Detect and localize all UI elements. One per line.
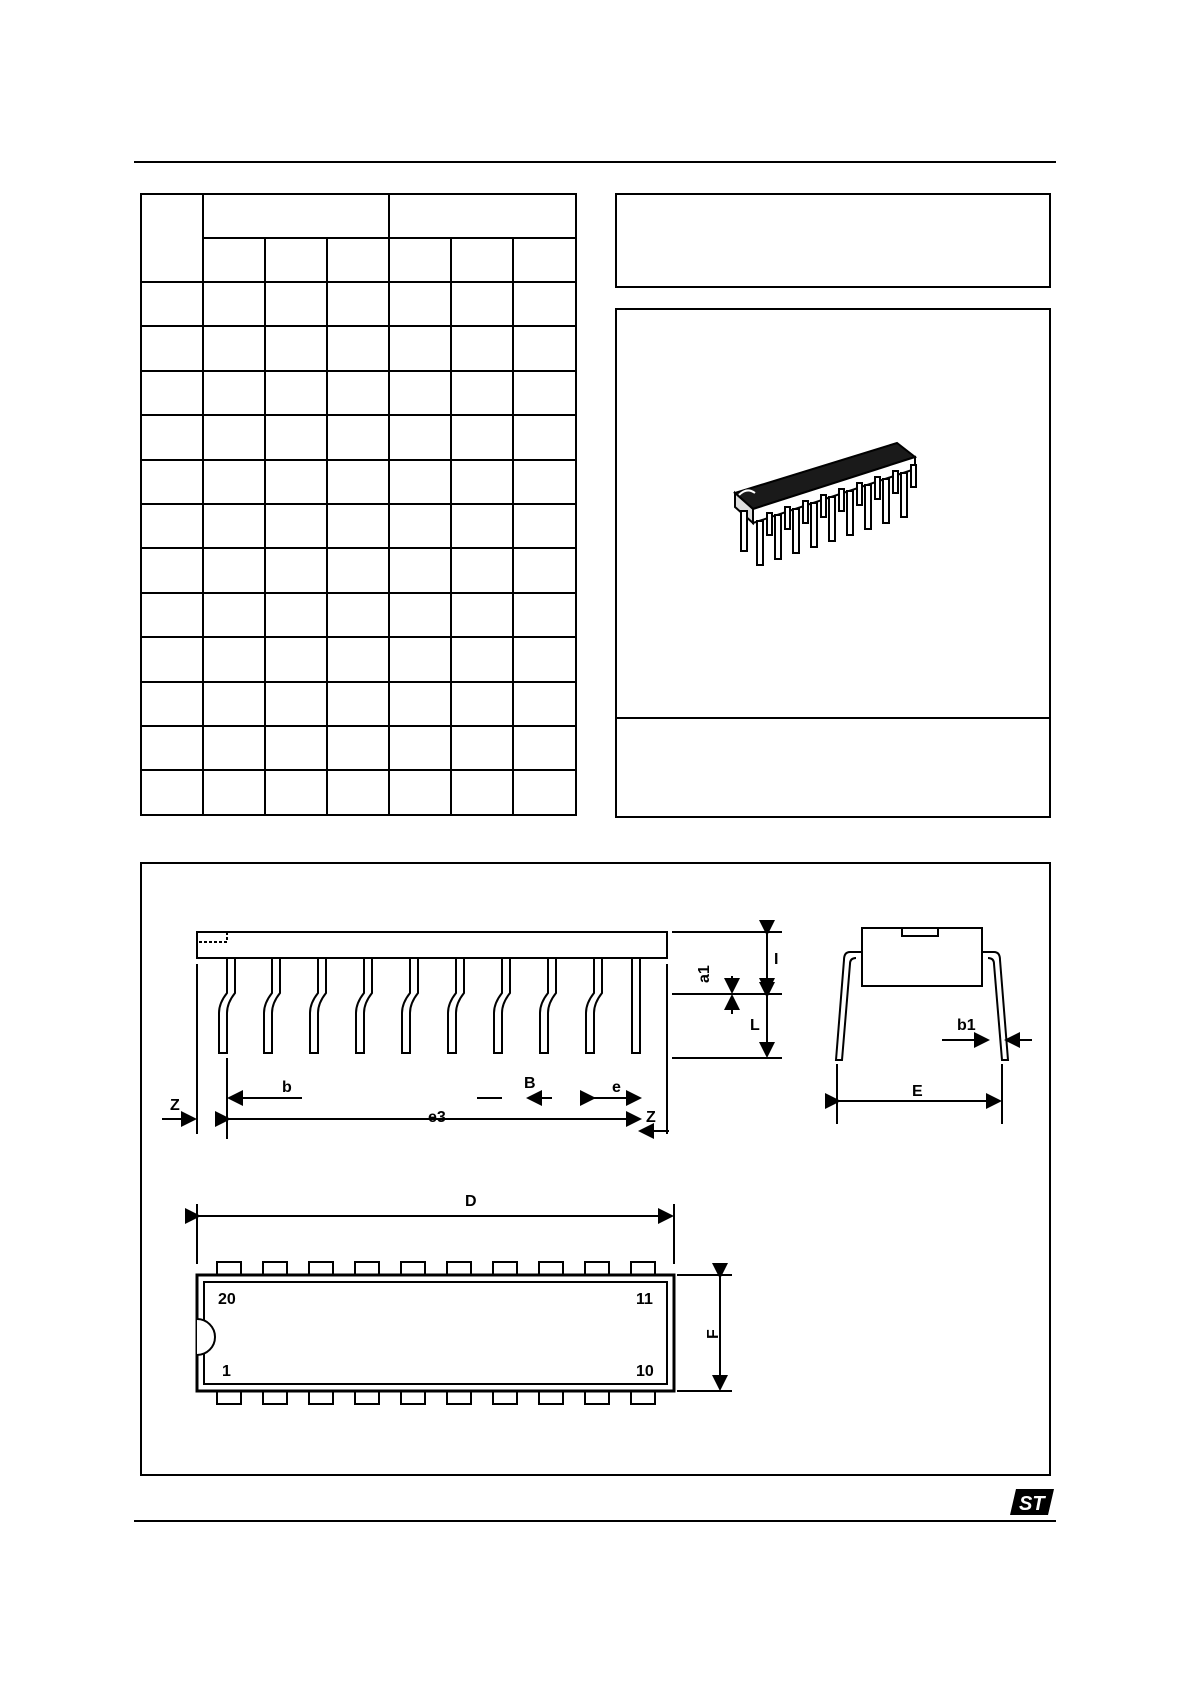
table-row <box>141 194 576 238</box>
side-view <box>162 932 782 1139</box>
label-F: F <box>705 1329 722 1339</box>
label-e: e <box>612 1079 621 1096</box>
label-pin20: 20 <box>218 1291 236 1308</box>
table-cell <box>327 238 389 282</box>
table-row <box>141 460 576 504</box>
table-row <box>141 548 576 592</box>
label-e3: e3 <box>428 1109 446 1126</box>
mechanical-drawing-box <box>140 862 1051 1476</box>
end-view-labels <box>912 1017 976 1100</box>
table-row <box>141 238 576 282</box>
table-cell <box>141 194 203 282</box>
top-view-labels <box>218 1193 722 1380</box>
table-row <box>141 682 576 726</box>
mechanical-drawing <box>142 864 1049 1474</box>
label-L: L <box>750 1017 760 1034</box>
dimensions-table <box>140 193 577 816</box>
label-pin1: 1 <box>222 1363 231 1380</box>
label-E: E <box>912 1083 923 1100</box>
side-view-labels <box>170 951 778 1126</box>
svg-text:ST: ST <box>1019 1493 1045 1515</box>
table-cell <box>389 194 576 238</box>
table-cell <box>203 194 389 238</box>
table-row <box>141 415 576 459</box>
package-photo-box <box>615 308 1051 818</box>
table-row <box>141 282 576 326</box>
table-cell <box>389 238 451 282</box>
label-pin11: 11 <box>636 1291 653 1308</box>
label-z-left: Z <box>170 1097 180 1114</box>
dip-package-illustration <box>727 435 957 595</box>
footer-rule <box>134 1520 1056 1522</box>
label-B: B <box>524 1075 536 1092</box>
end-view <box>836 928 1032 1124</box>
table-row <box>141 371 576 415</box>
table-row <box>141 770 576 815</box>
table-cell <box>203 238 265 282</box>
table-row <box>141 593 576 637</box>
table-row <box>141 326 576 370</box>
label-a1: a1 <box>696 965 713 983</box>
label-b: b <box>282 1079 292 1096</box>
label-I: I <box>774 951 779 968</box>
table-row <box>141 504 576 548</box>
table-cell <box>451 238 513 282</box>
table-cell <box>513 238 576 282</box>
table-row <box>141 637 576 681</box>
header-rule <box>134 161 1056 163</box>
label-z-right: Z <box>646 1109 656 1126</box>
label-b1: b1 <box>957 1017 976 1034</box>
outline-title-box <box>615 193 1051 288</box>
label-pin10: 10 <box>636 1363 654 1380</box>
table-cell <box>265 238 327 282</box>
table-row <box>141 726 576 770</box>
photo-divider <box>617 717 1049 719</box>
label-D: D <box>465 1193 477 1210</box>
st-logo <box>1010 1487 1056 1517</box>
